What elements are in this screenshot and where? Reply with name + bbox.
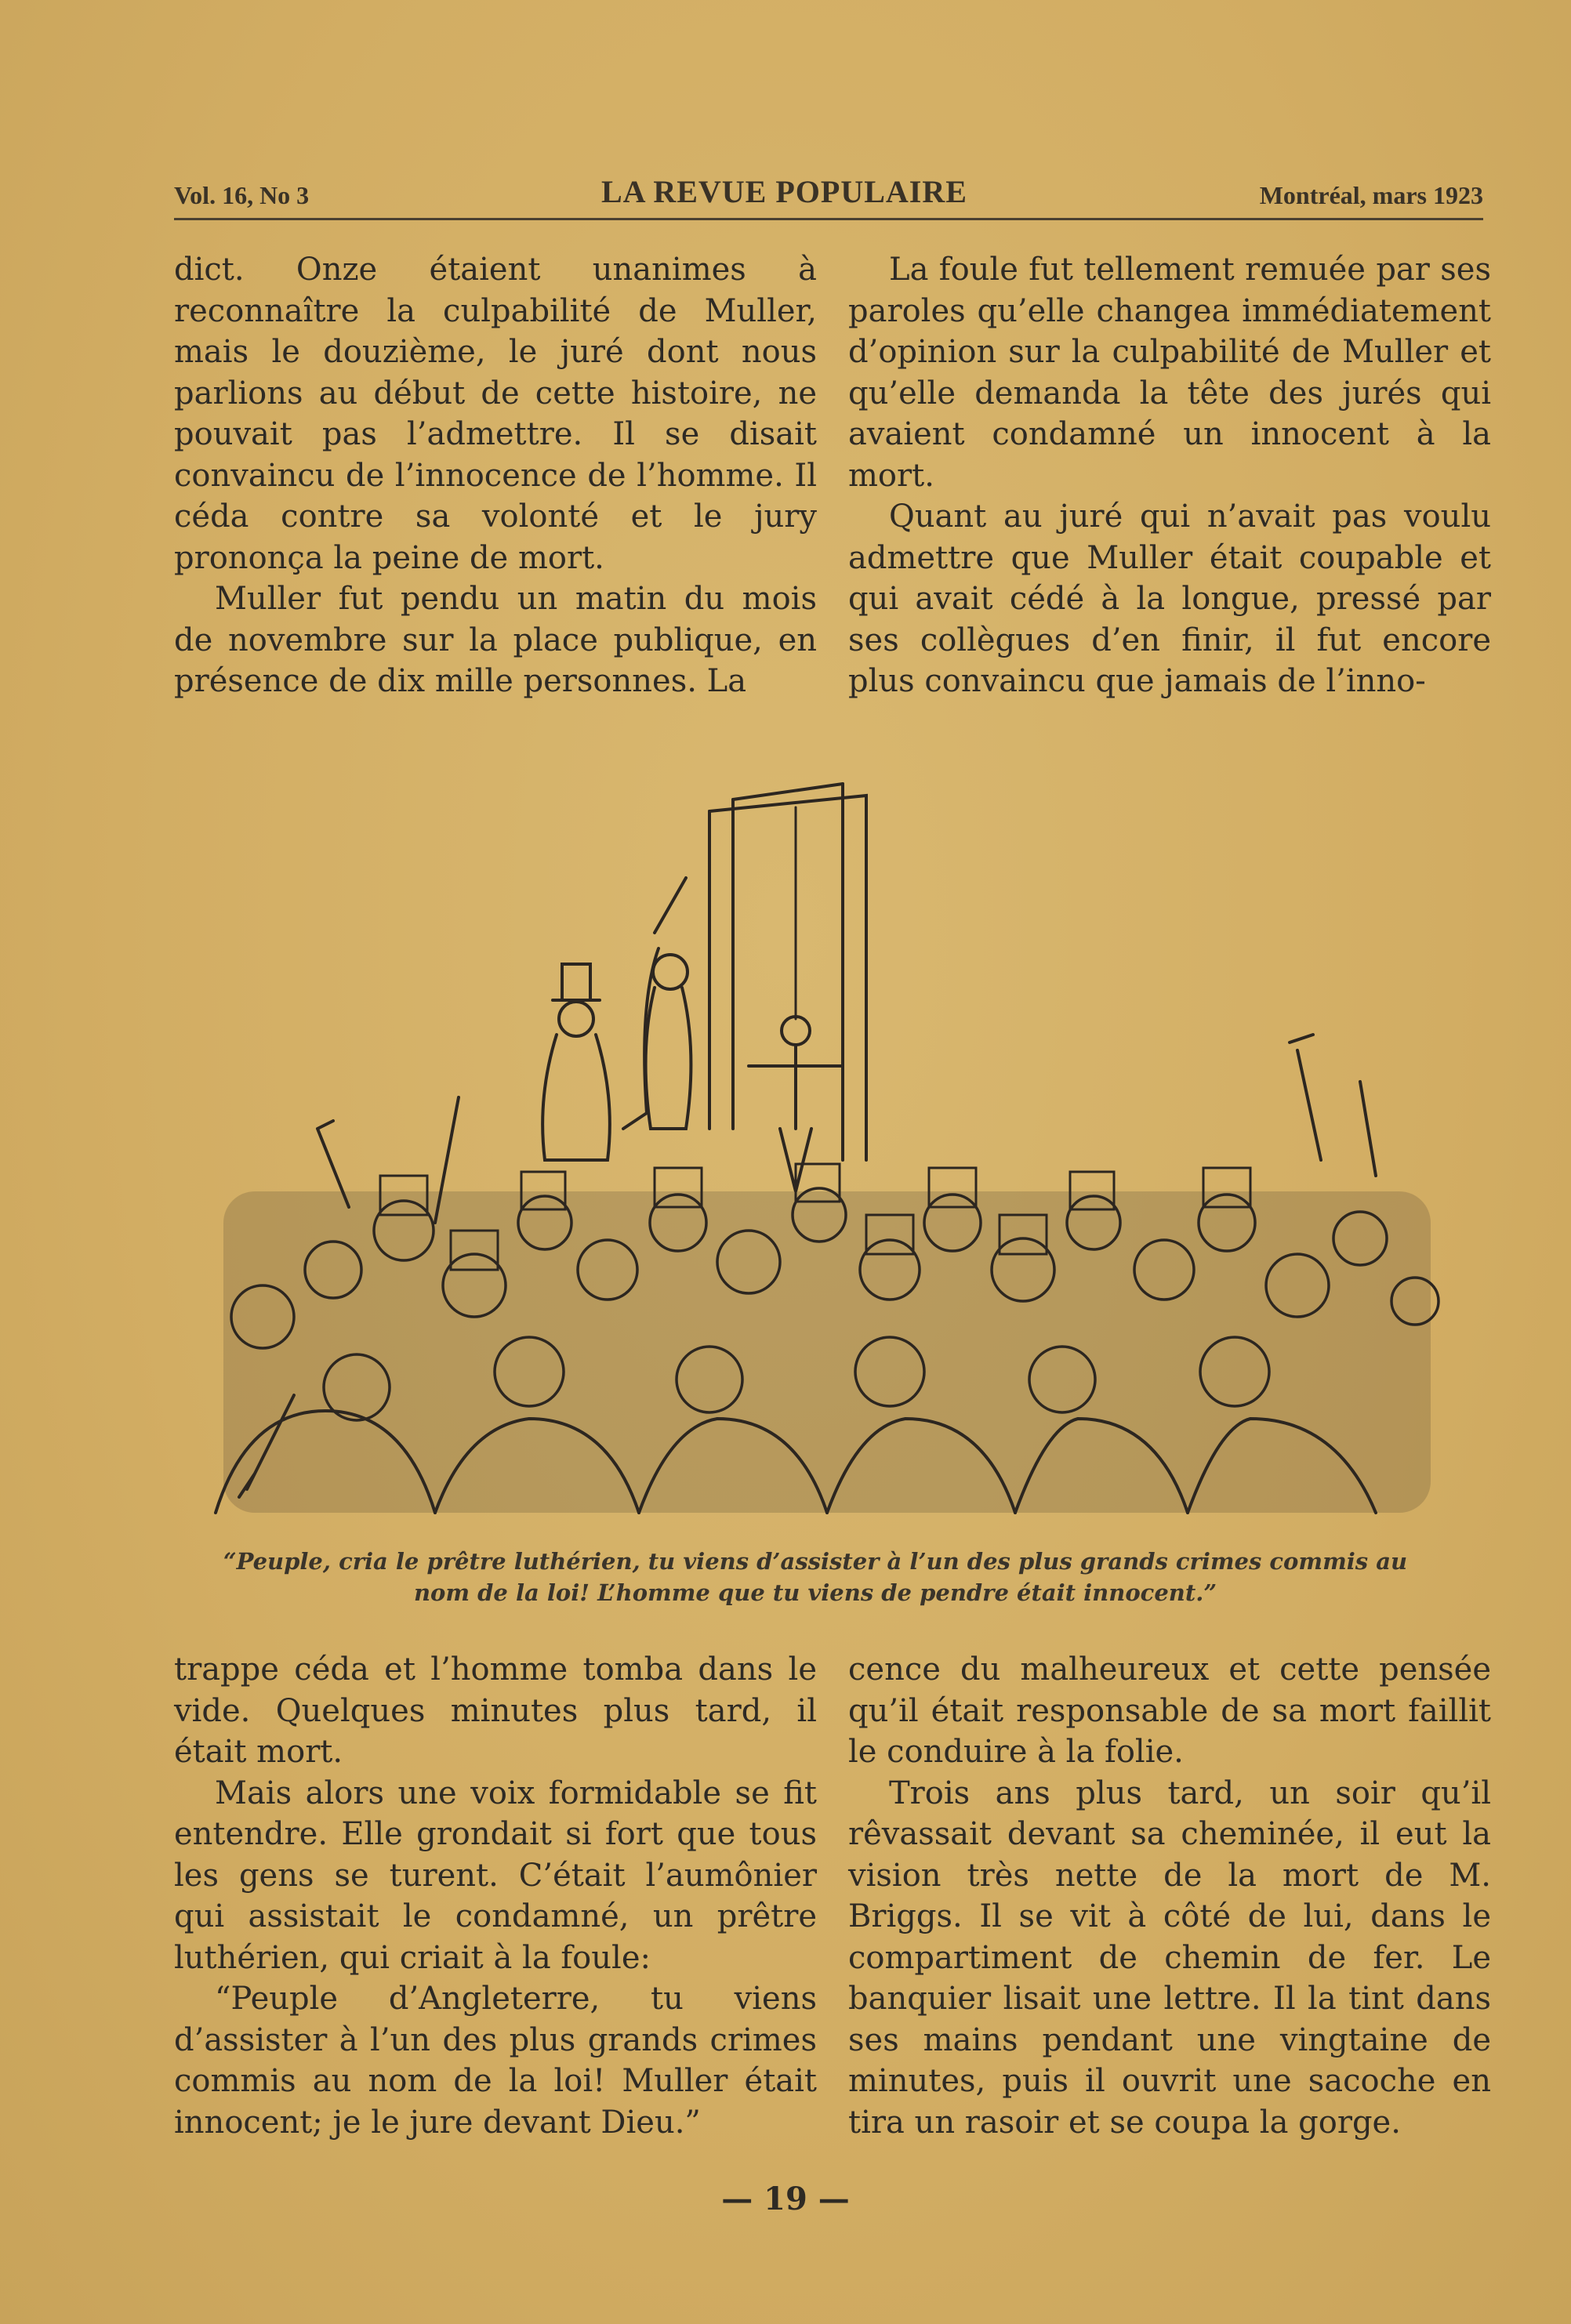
issue-date: Montréal, mars 1923 — [1259, 181, 1483, 209]
paragraph: Quant au juré qui n’avait pas voulu admettre que Muller était coupable et qui avait cédé à la longue, pressé par ses collègues d’en finir, il fut encore plus convaincu que jamais de l’inno- — [848, 499, 1491, 699]
hanging-crowd-illustration — [200, 721, 1454, 1521]
magazine-title: LA REVUE POPULAIRE — [600, 174, 967, 209]
running-header — [174, 166, 1483, 210]
column-bottom-right — [848, 1649, 1491, 2143]
paragraph: Trois ans plus tard, un soir qu’il rêvassait devant sa cheminée, il eut la vision très nette de la mort de M. Briggs. Il se vit à côté de lui, dans le compartiment de chemin de fer. Le banquier lisait une lettre. Il la tint dans ses mains pendant une vingtaine de minutes, puis il ouvrit une sacoche en tira un rasoir et se coupa la gorge. — [848, 1775, 1491, 2141]
column-top-right — [848, 249, 1491, 702]
illustration-caption: “Peuple, cria le prêtre luthérien, tu viens d’assister à l’un des plus grands crimes commis au nom de la loi! L’homme que tu viens de pendre était innocent.” — [223, 1548, 1408, 1606]
paragraph: dict. Onze étaient unanimes à reconnaître la culpabilité de Muller, mais le douzième, le juré dont nous parlions au début de cette histoire, ne pouvait pas l’admettre. Il se disait convaincu de l’innocence de l’homme. Il céda contre sa volonté et le jury prononça la peine de mort. — [174, 252, 817, 576]
paragraph: Muller fut pendu un matin du mois de novembre sur la place publique, en présence de dix mille personnes. La — [174, 581, 817, 699]
page-number: — 19 — — [721, 2181, 850, 2217]
paragraph: La foule fut tellement remuée par ses paroles qu’elle changea immédiatement d’opinion sur la culpabilité de Muller et qu’elle demanda la tête des jurés qui avaient condamné un innocent à la mort. — [848, 252, 1491, 494]
paragraph: trappe céda et l’homme tomba dans le vide. Quelques minutes plus tard, il était mort. — [174, 1651, 817, 1770]
header-rule — [174, 218, 1483, 220]
column-top-left — [174, 249, 817, 702]
paragraph: “Peuple d’Angleterre, tu viens d’assister à l’un des plus grands crimes commis au nom de la loi! Muller était innocent; je le jure devant Dieu.” — [174, 1981, 817, 2141]
issue-number: Vol. 16, No 3 — [174, 181, 310, 209]
column-bottom-left — [174, 1649, 817, 2143]
paragraph: cence du malheureux et cette pensée qu’il était responsable de sa mort faillit le conduire à la folie. — [848, 1651, 1491, 1770]
paragraph: Mais alors une voix formidable se fit entendre. Elle grondait si fort que tous les gens se turent. C’était l’aumônier qui assistait le condamné, un prêtre luthérien, qui criait à la foule: — [174, 1775, 817, 1976]
